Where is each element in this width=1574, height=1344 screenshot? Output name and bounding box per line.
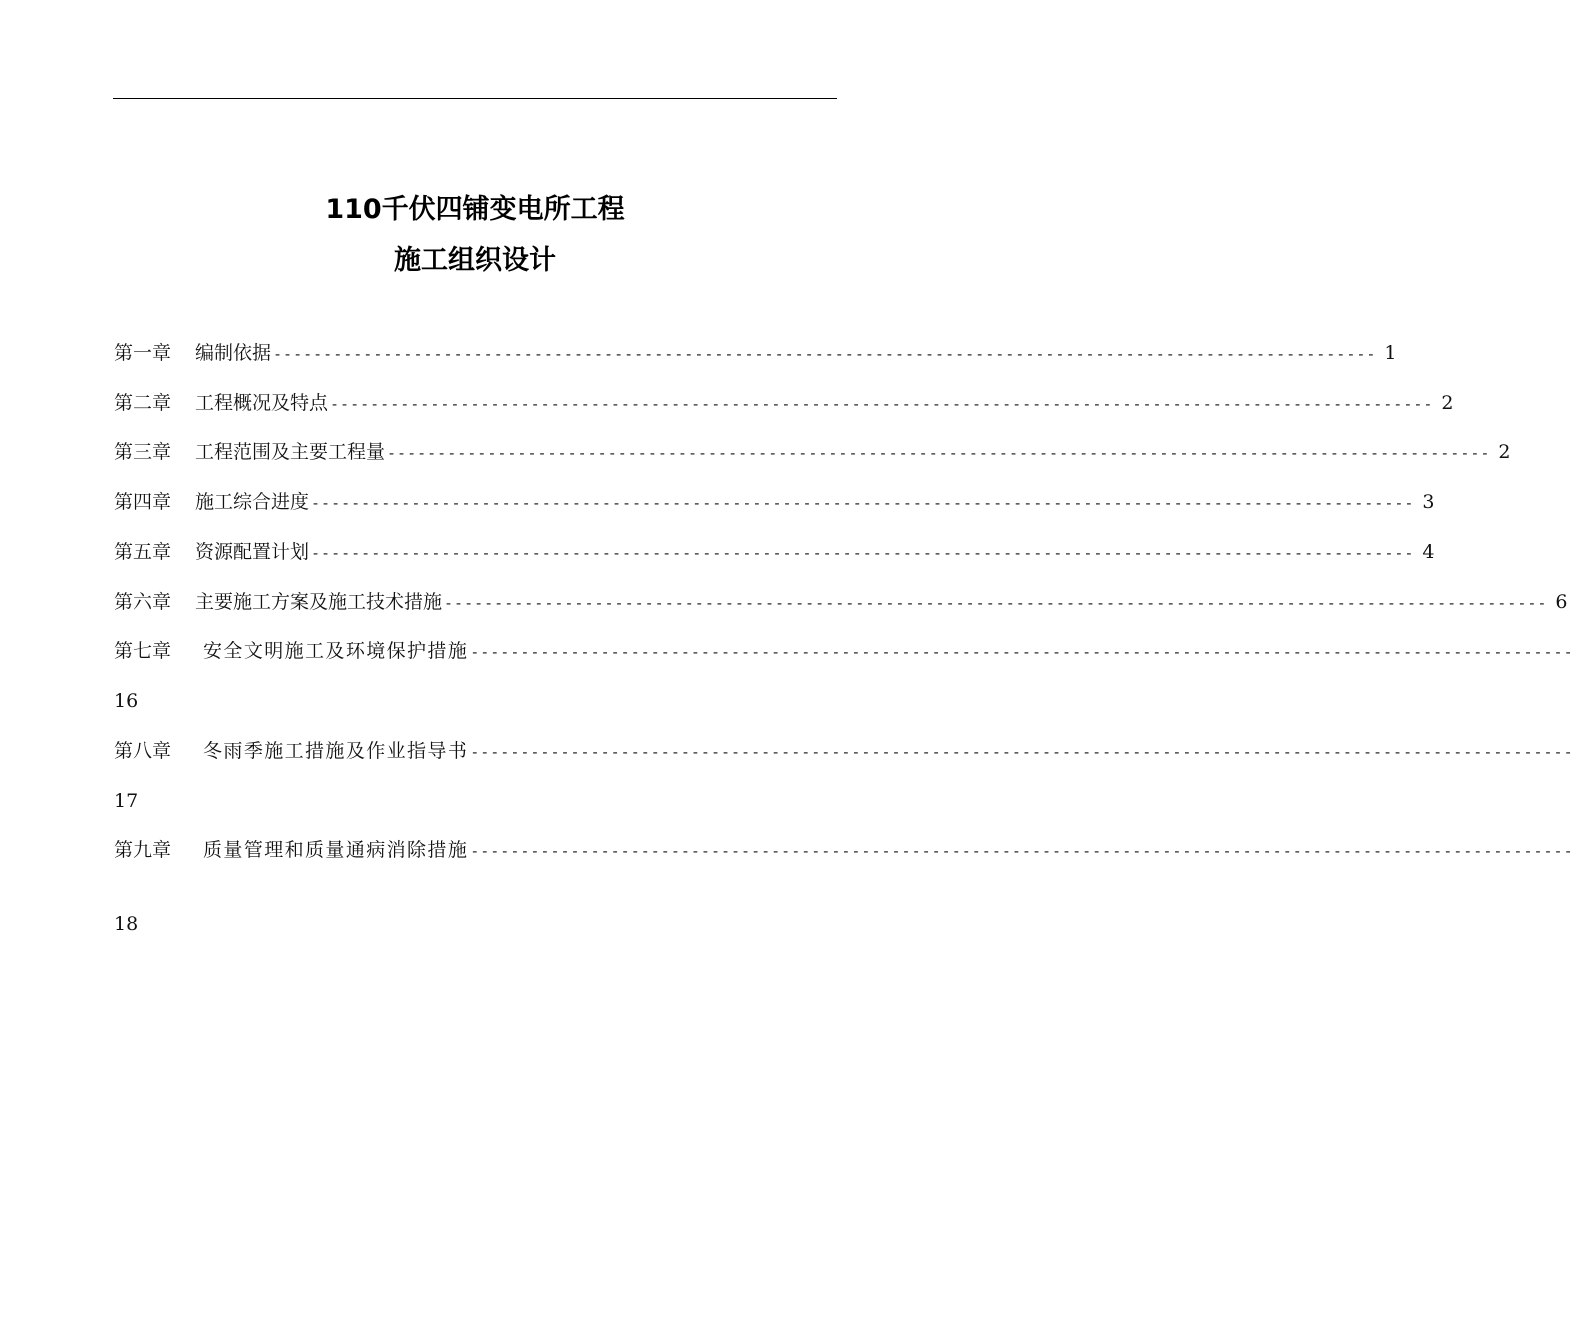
toc-page: 18	[114, 913, 139, 935]
header-rule	[113, 98, 837, 99]
toc-leader: --------------------------------------------------------------------------------------------------------------	[311, 494, 1415, 512]
toc-entry[interactable]	[114, 639, 1574, 663]
toc-page: 3	[1422, 491, 1435, 513]
toc-chapter: 第二章	[114, 392, 172, 414]
document-title: 110千伏四铺变电所工程	[325, 194, 625, 225]
toc-page: 4	[1422, 541, 1435, 563]
toc-page: 6	[1555, 591, 1568, 613]
toc-chapter: 第一章	[114, 342, 172, 364]
toc-entry[interactable]	[114, 590, 1568, 614]
toc-chapter: 第九章	[114, 839, 172, 861]
toc-entry[interactable]	[114, 739, 1574, 763]
toc-title: 工程范围及主要工程量	[195, 441, 386, 463]
document-subtitle: 施工组织设计	[394, 245, 556, 276]
toc-leader: --------------------------------------------------------------------------------------------------------------	[330, 395, 1434, 413]
toc-leader: --------------------------------------------------------------------------------------------------------------	[470, 743, 1574, 761]
toc-entry[interactable]	[114, 490, 1435, 514]
toc-page: 1	[1384, 342, 1397, 364]
toc-chapter: 第五章	[114, 541, 172, 563]
toc-chapter: 第七章	[114, 640, 172, 662]
toc-leader: --------------------------------------------------------------------------------------------------------------	[470, 643, 1574, 661]
toc-chapter: 第三章	[114, 441, 172, 463]
toc-title: 资源配置计划	[195, 541, 310, 563]
toc-title: 工程概况及特点	[195, 392, 329, 414]
toc-entry[interactable]	[114, 440, 1511, 464]
toc-chapter: 第四章	[114, 491, 172, 513]
toc-leader: --------------------------------------------------------------------------------------------------------------	[311, 544, 1415, 562]
toc-leader: --------------------------------------------------------------------------------------------------------------	[444, 594, 1548, 612]
toc-entry[interactable]	[114, 341, 1397, 365]
toc-page: 2	[1441, 392, 1454, 414]
toc-chapter: 第六章	[114, 591, 172, 613]
toc-title: 质量管理和质量通病消除措施	[203, 839, 469, 861]
toc-entry[interactable]	[114, 838, 1574, 862]
toc-leader: --------------------------------------------------------------------------------------------------------------	[273, 345, 1377, 363]
toc-page: 16	[114, 690, 139, 712]
toc-leader: --------------------------------------------------------------------------------------------------------------	[387, 444, 1491, 462]
toc-leader: --------------------------------------------------------------------------------------------------------------	[470, 842, 1574, 860]
toc-page: 17	[114, 790, 139, 812]
toc-entry[interactable]	[114, 540, 1435, 564]
toc-title: 安全文明施工及环境保护措施	[203, 640, 469, 662]
toc-entry[interactable]	[114, 391, 1454, 415]
toc-title: 编制依据	[195, 342, 272, 364]
toc-chapter: 第八章	[114, 740, 172, 762]
toc-title: 主要施工方案及施工技术措施	[195, 591, 443, 613]
toc-title: 冬雨季施工措施及作业指导书	[203, 740, 469, 762]
toc-title: 施工综合进度	[195, 491, 310, 513]
toc-page: 2	[1498, 441, 1511, 463]
